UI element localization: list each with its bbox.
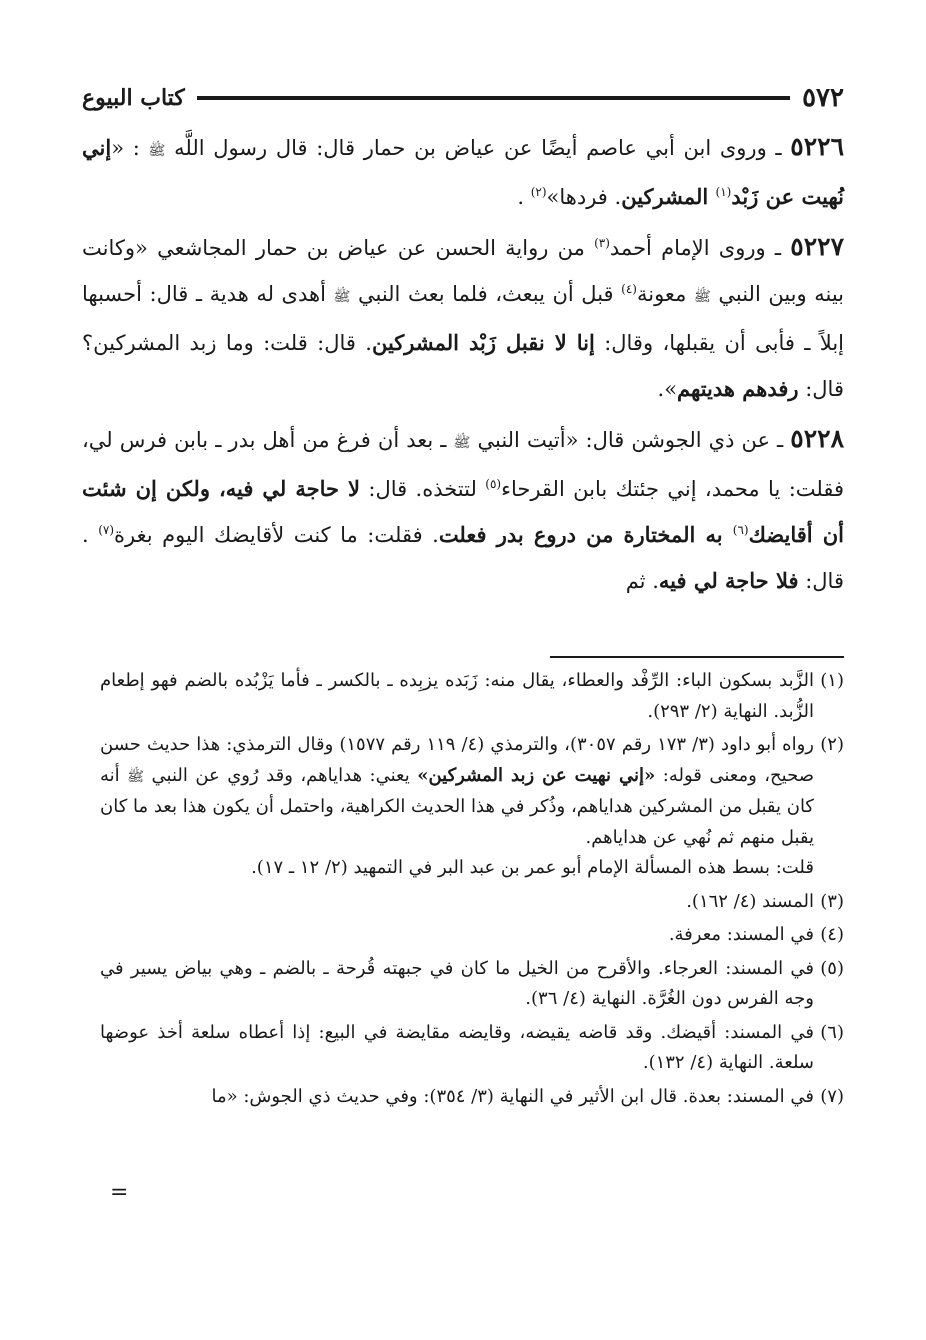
hadith-number: ٥٢٢٦ <box>790 132 844 161</box>
footnote-ref[interactable]: (٤) <box>621 282 637 296</box>
hadith-paragraph: ٥٢٢٧ ـ وروى الإمام أحمد$^{(٣)}$ من رواية الحسن عن عياض بن حمار المجاشعي «وكانت بينه وبين النبي ﷺ معونة$^{(٤)}$ قبل أن يبعث، فلما بعث النبي ﷺ أهدى له هدية ـ قال: أحسبها إبلاً ـ فأبى أن يقبلها، وقال: إنا لا نقبل زَبْد المشركين. قال: قلت: وما زبد المشركين؟ قال: رفدهم هديتهم». <box>82 232 845 401</box>
footnote-item: (٥)في المسند: العرجاء. والأقرح من الخيل ما كان في جبهته قُرحة ـ بالضم ـ وهي بياض يسير في وجه الفرس دون الغُرَّة. النهاية (٤/ ٣٦). <box>100 954 844 1015</box>
book-title: كتاب البيوع <box>82 85 185 111</box>
footnote-item: (٤)في المسند: معرفة. <box>100 920 844 951</box>
hadith-paragraph: ٥٢٢٨ ـ عن ذي الجوشن قال: «أتيت النبي ﷺ ـ بعد أن فرغ من أهل بدر ـ بابن فرس لي، فقلت: يا محمد، إني جئتك بابن القرحاء$^{(٥)}$ لتتخذه. قال: لا حاجة لي فيه، ولكن إن شئت أن أقايضك$^{(٦)}$ به المختارة من دروع بدر فعلت. فقلت: ما كنت لأقايضك اليوم بغرة$^{(٧)}$ . قال: فلا حاجة لي فيه. ثم <box>82 424 845 593</box>
hadith-paragraph: ٥٢٢٦ ـ وروى ابن أبي عاصم أيضًا عن عياض بن حمار قال: قال رسول اللَّه ﷺ : «إني نُهيت عن زَبْد$^{(١)}$ المشركين. فردها»$^{(٢)}$ . <box>82 132 844 209</box>
footnote-ref[interactable]: (١) <box>715 185 732 199</box>
salutation-glyph: ﷺ <box>333 289 351 305</box>
footnote-ref[interactable]: (٥) <box>485 477 502 491</box>
footnote-label: (٢) <box>820 734 844 755</box>
header-rule <box>197 96 790 100</box>
footnote-label: (٣) <box>820 890 844 912</box>
footnote-ref[interactable]: (٦) <box>732 523 749 537</box>
footnote-item: (١)الزَّبد بسكون الباء: الرِّفْد والعطاء، يقال منه: زَبَده يزبِده ـ بالكسر ـ فأما يَزْبُده بالضم فهو إطعام الزُّبد. النهاية (٢/ ٢٩٣). <box>100 666 844 727</box>
footnote-ref[interactable]: (٧) <box>98 523 115 537</box>
salutation-glyph: ﷺ <box>148 143 166 159</box>
hadith-number: ٥٢٢٨ <box>790 424 844 453</box>
footnote-ref[interactable]: (٢) <box>530 185 547 199</box>
footnote-item: (٦)في المسند: أقيضك. وقد قاضه يقيضه، وقايضه مقايضة في البيع: إذا أعطاه سلعة أخذ عوضها سلعة. النهاية (٤/ ١٣٢). <box>100 1018 844 1079</box>
hadith-number: ٥٢٢٧ <box>790 232 844 261</box>
footnote-label: (٥) <box>820 957 844 979</box>
footnote-item: (٣)المسند (٤/ ١٦٢). <box>100 887 844 918</box>
footnote-continuation-mark: = <box>110 1180 129 1205</box>
footnote-label: (٧) <box>820 1085 844 1107</box>
footnote-label: (٦) <box>820 1021 844 1043</box>
footnote-separator <box>550 656 844 658</box>
salutation-glyph: ﷺ <box>453 435 471 451</box>
footnote-label: (٤) <box>820 924 844 945</box>
footnote-item: (٢)رواه أبو داود (٣/ ١٧٣ رقم ٣٠٥٧)، والترمذي (٤/ ١١٩ رقم ١٥٧٧) وقال الترمذي: هذا حديث حسن صحيح، ومعنى قوله: «إني نهيت عن زبد المشركين» يعني: هداياهم، وقد رُوي عن النبي ﷺ أنه كان يقبل من المشركين هداياهم، وذُكر في هذا الحديث الكراهية، واحتمل أن يكون هذا بعد ما كان يقبل منهم ثم نُهي عن هداياهم. قلت: بسط هذه المسألة الإمام أبو عمر بن عبد البر في التمهيد (٢/ ١٢ ـ ١٧). <box>100 730 844 884</box>
footnote-label: (١) <box>820 670 844 691</box>
page-header <box>82 78 844 118</box>
page-number: ٥٧٢ <box>802 83 844 113</box>
footnote-ref[interactable]: (٣) <box>594 236 610 250</box>
footnote-item: (٧)في المسند: بعدة. قال ابن الأثير في النهاية (٣/ ٣٥٤): وفي حديث ذي الجوش: «ما <box>100 1082 844 1113</box>
footnotes <box>100 666 844 1115</box>
salutation-glyph: ﷺ <box>693 289 711 305</box>
main-text <box>82 124 844 608</box>
salutation-glyph: ﷺ <box>127 768 145 785</box>
